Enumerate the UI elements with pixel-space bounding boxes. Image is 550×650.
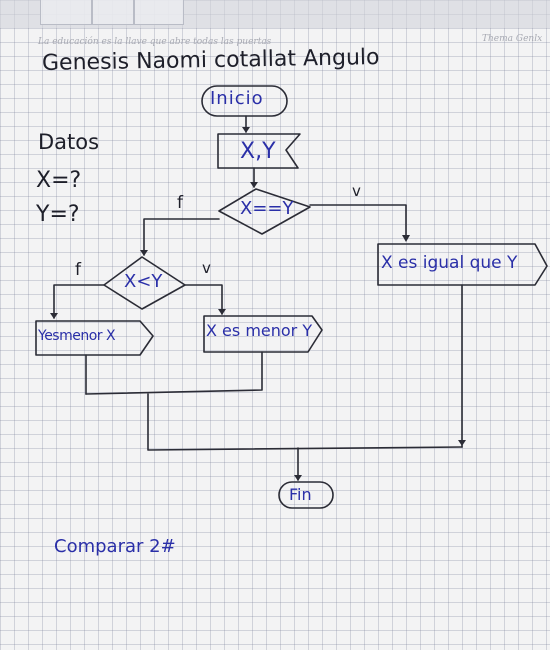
footer-note: Comparar 2# xyxy=(54,536,176,557)
arrowhead-second xyxy=(140,250,148,256)
output-equal-label: X es igual que Y xyxy=(381,253,518,273)
datos-y: Y=? xyxy=(36,202,80,227)
decision-second-true-label: v xyxy=(202,259,211,277)
output-x-less-label: X es menor Y xyxy=(206,321,313,340)
connector-x-less-join xyxy=(86,352,262,394)
author-name: Genesis Naomi cotallat Angulo xyxy=(41,45,380,76)
arrowhead-end xyxy=(294,475,302,481)
faint-motto-text: La educación es la llave que abre todas las puertas xyxy=(38,37,272,47)
decision-main-label: X==Y xyxy=(240,198,294,219)
connector-main-true xyxy=(310,205,406,240)
datos-title: Datos xyxy=(38,130,100,154)
arrowhead-y-less xyxy=(50,313,58,319)
decision-second-label: X<Y xyxy=(124,271,163,292)
input-label: X,Y xyxy=(240,139,276,164)
arrowhead-decision xyxy=(250,182,258,188)
arrowhead-equal xyxy=(402,235,410,242)
arrowhead-x-less xyxy=(218,309,226,315)
decision-main-false-label: f xyxy=(177,193,183,213)
datos-x: X=? xyxy=(36,168,82,193)
end-label: Fin xyxy=(289,485,312,504)
decision-main-true-label: v xyxy=(352,182,361,200)
arrowhead-input xyxy=(242,127,250,133)
decision-second-false-label: f xyxy=(75,260,81,280)
arrowhead-right-merge xyxy=(458,440,466,446)
connector-main-false xyxy=(144,219,219,255)
output-y-less-label: Yesmenor X xyxy=(38,328,116,344)
start-label: Inicio xyxy=(210,88,264,109)
connector-second-true xyxy=(185,285,222,314)
connector-second-false xyxy=(54,285,104,318)
faint-brand-text: Thema Genlx xyxy=(482,34,543,44)
connector-to-merge xyxy=(148,394,462,450)
